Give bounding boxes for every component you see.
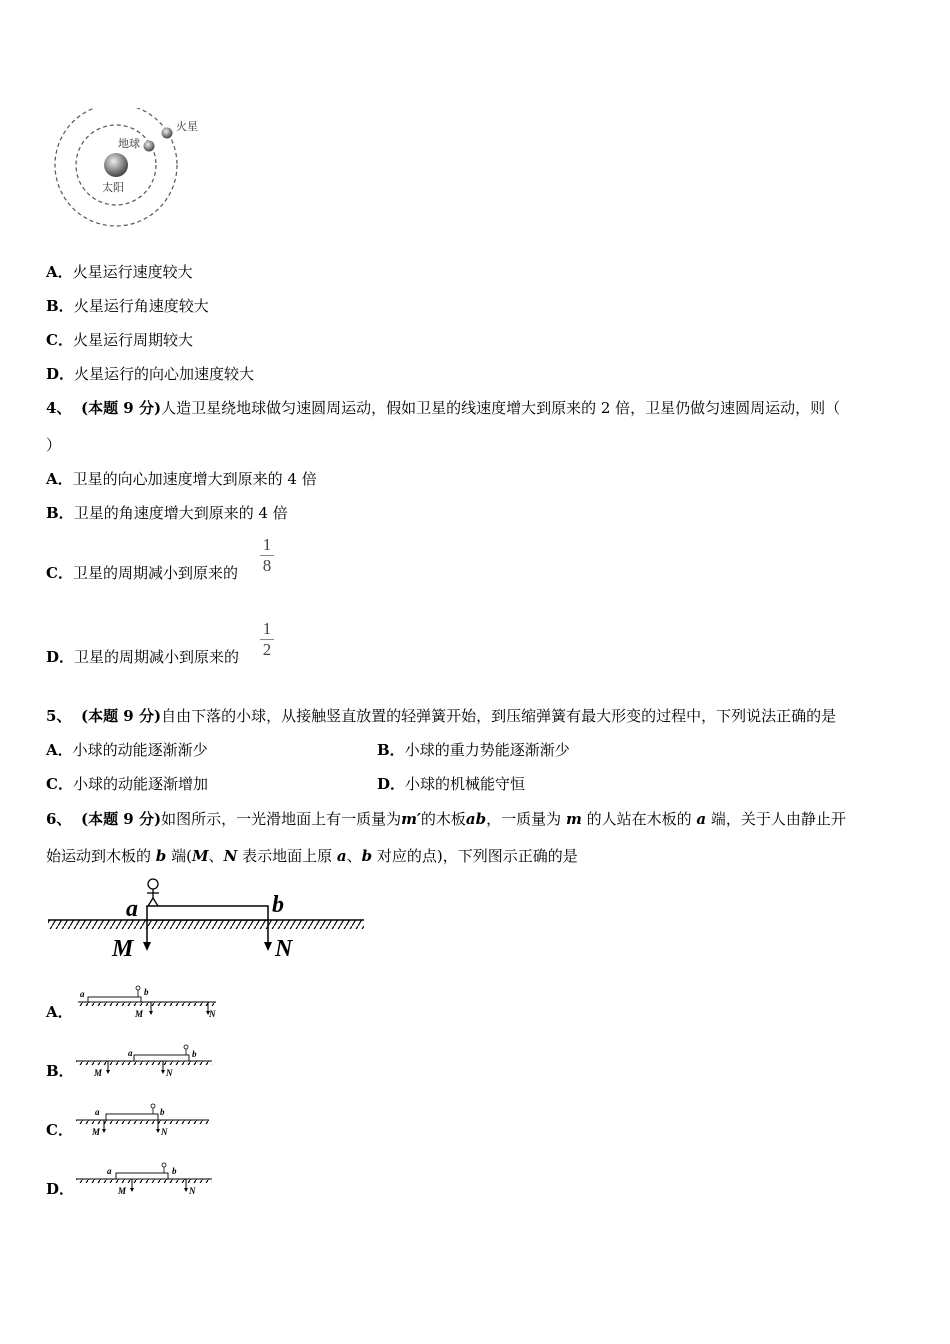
q5-option-a: A．小球的动能逐渐渐少 xyxy=(46,741,208,759)
q4-option-c: C．卫星的周期减小到原来的 xyxy=(46,564,238,582)
mars-icon xyxy=(162,128,173,139)
q6-stem-line2: 始运动到木板的 b 端(M、N 表示地面上原 a、b 对应的点)，下列图示正确的是 xyxy=(46,847,578,865)
sun-icon xyxy=(104,153,128,177)
svg-text:M: M xyxy=(135,1009,144,1019)
q3-option-b: B．火星运行角速度较大 xyxy=(46,297,209,315)
q4-option-d: D．卫星的周期减小到原来的 xyxy=(46,648,240,666)
label-a: a xyxy=(126,896,138,922)
earth-icon xyxy=(144,141,155,152)
q4-option-b: B．卫星的角速度增大到原来的 4 倍 xyxy=(46,504,288,522)
svg-text:b: b xyxy=(192,1049,197,1059)
earth-label: 地球 xyxy=(118,137,140,150)
svg-text:b: b xyxy=(160,1107,165,1117)
q6-option-a-letter: A． xyxy=(46,1003,73,1021)
svg-text:M: M xyxy=(118,1186,127,1196)
q4-stem: 4、 (本题 9 分)人造卫星绕地球做匀速圆周运动，假如卫星的线速度增大到原来的 2 倍，卫星仍做匀速圆周运动，则（ xyxy=(46,399,841,417)
q6-option-c-figure xyxy=(76,1101,221,1141)
q5-stem: 5、 (本题 9 分)自由下落的小球，从接触竖直放置的轻弹簧开始，到压缩弹簧有最大形变的过程中，下列说法正确的是 xyxy=(46,707,837,725)
label-b: b xyxy=(272,892,284,918)
plank xyxy=(147,906,268,920)
q4-stem-cont: ） xyxy=(46,436,62,454)
plank-diagram xyxy=(46,876,368,966)
q3-option-d: D．火星运行的向心加速度较大 xyxy=(46,365,255,383)
svg-text:b: b xyxy=(144,987,149,997)
q3-option-a: A．火星运行速度较大 xyxy=(46,263,193,281)
ground-hatch xyxy=(48,920,364,929)
svg-text:a: a xyxy=(107,1166,112,1176)
label-N: N xyxy=(275,936,293,962)
q3-option-c: C．火星运行周期较大 xyxy=(46,331,193,349)
q5-option-c: C．小球的动能逐渐增加 xyxy=(46,775,208,793)
mars-label: 火星 xyxy=(176,120,198,133)
svg-text:N: N xyxy=(166,1068,173,1078)
svg-text:N: N xyxy=(161,1127,168,1137)
svg-text:b: b xyxy=(172,1166,177,1176)
svg-text:M: M xyxy=(92,1127,101,1137)
q6-option-b-figure xyxy=(76,1042,221,1082)
q5-option-d: D．小球的机械能守恒 xyxy=(377,775,526,793)
sun-label: 太阳 xyxy=(102,181,124,194)
svg-text:a: a xyxy=(80,989,85,999)
svg-text:N: N xyxy=(209,1009,216,1019)
svg-text:M: M xyxy=(94,1068,103,1078)
svg-text:N: N xyxy=(189,1186,196,1196)
q6-option-d-figure xyxy=(76,1160,221,1200)
svg-text:a: a xyxy=(95,1107,100,1117)
fraction-one-eighth: 1 8 xyxy=(260,536,274,575)
label-M: M xyxy=(112,936,134,962)
q6-stem-line1: 6、 (本题 9 分)如图所示，一光滑地面上有一质量为m′的木板ab，一质量为 m 的人站在木板的 a 端，关于人由静止开 xyxy=(46,810,846,828)
q6-option-c-letter: C． xyxy=(46,1121,73,1139)
orbit-diagram xyxy=(50,108,210,233)
q5-option-b: B．小球的重力势能逐渐渐少 xyxy=(377,741,570,759)
svg-text:a: a xyxy=(128,1048,133,1058)
person-icon xyxy=(147,879,159,906)
q6-option-b-letter: B． xyxy=(46,1062,74,1080)
fraction-one-half: 1 2 xyxy=(260,620,274,659)
q4-option-a: A．卫星的向心加速度增大到原来的 4 倍 xyxy=(46,470,317,488)
q6-option-d-letter: D． xyxy=(46,1180,75,1198)
q6-option-a-figure xyxy=(76,983,221,1023)
